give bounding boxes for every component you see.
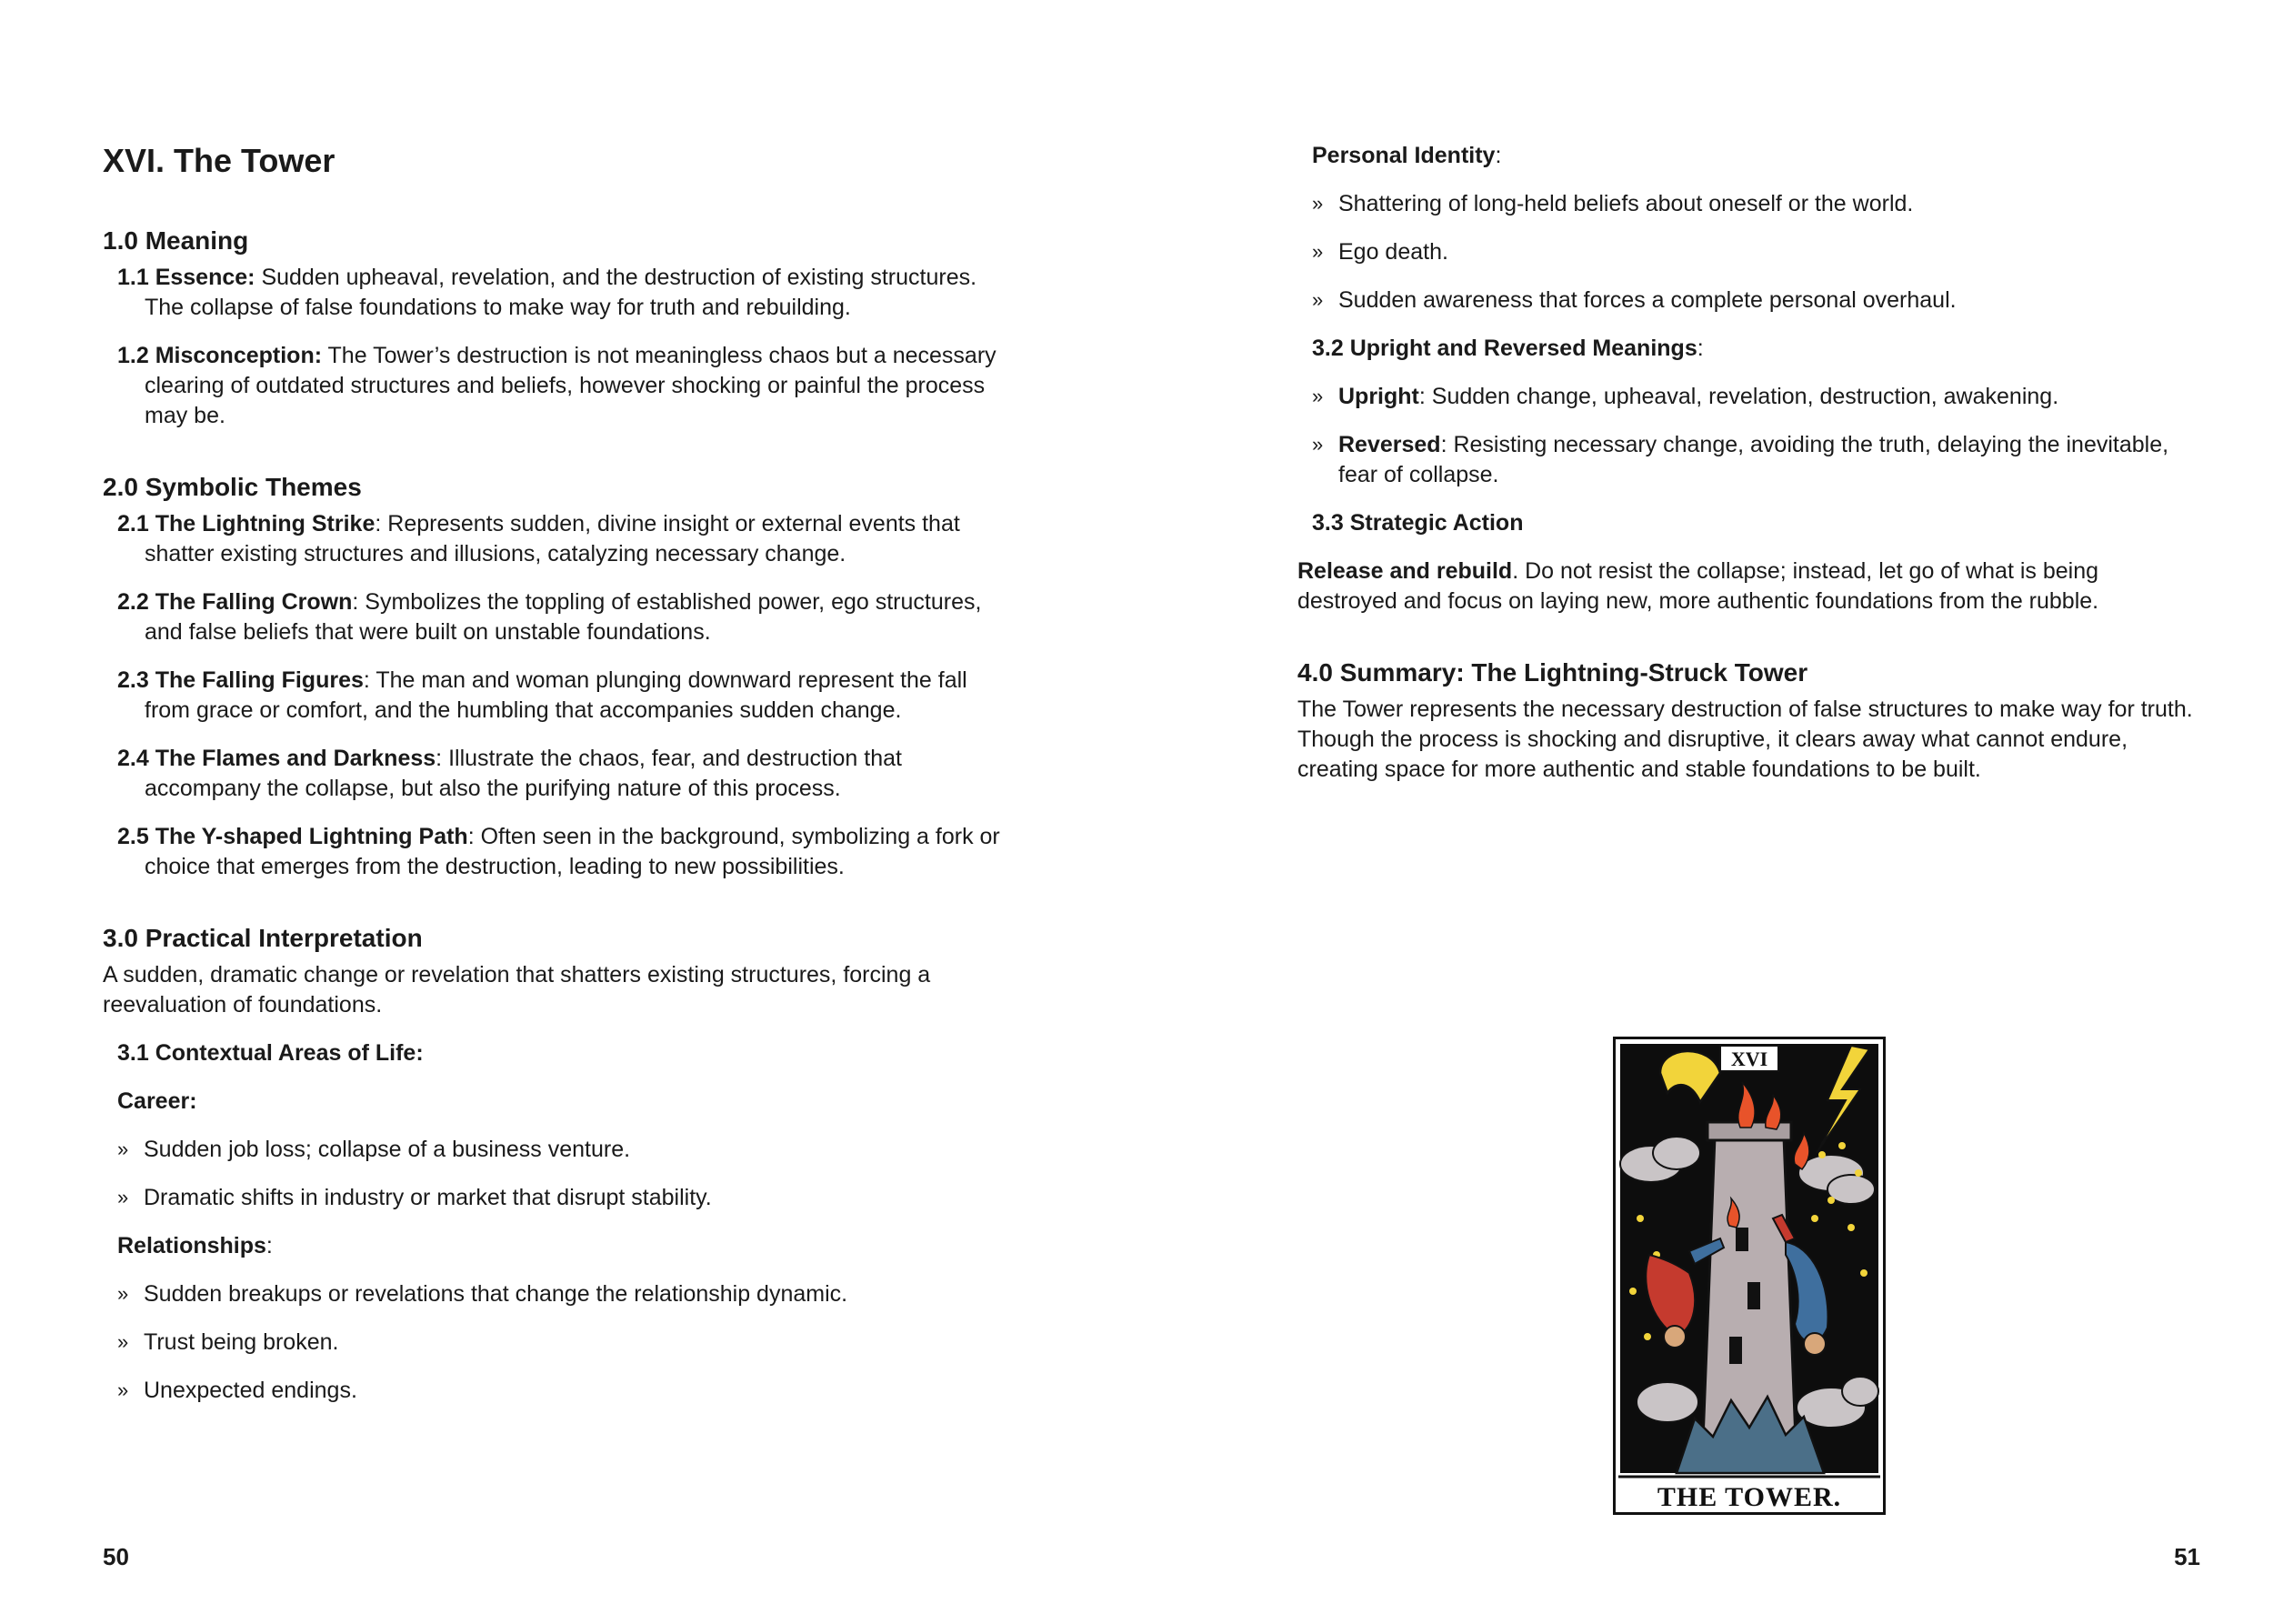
meaning-section bbox=[103, 225, 1012, 431]
page-title: XVI. The Tower bbox=[103, 142, 335, 179]
label-text: Personal Identity bbox=[1312, 143, 1496, 168]
page-number-left: 50 bbox=[103, 1543, 129, 1570]
list-item bbox=[1297, 382, 2198, 412]
label-text: 3.2 Upright and Reversed Meanings bbox=[1312, 336, 1697, 361]
contextual-label: 3.1 Contextual Areas of Life: bbox=[117, 1040, 424, 1066]
label-colon: : bbox=[265, 1233, 273, 1258]
symbolic-item bbox=[103, 666, 1012, 726]
item-text: : Illustrate the chaos, fear, and destruction that accompany the collapse, but also the purifying nature of this process. bbox=[145, 746, 902, 801]
strategic-rest: . Do not resist the collapse; instead, let go of what is being destroyed and focus on laying new, more authentic foundations from the rubble. bbox=[1297, 558, 2099, 614]
item-text: : Represents sudden, divine insight or external events that shatter existing structures and illusions, catalyzing necessary change. bbox=[145, 511, 960, 566]
list-item bbox=[1297, 189, 2198, 219]
relationships-label bbox=[103, 1231, 1012, 1261]
identity-label bbox=[1297, 141, 2198, 171]
strategic-text bbox=[1297, 556, 2198, 617]
symbolic-item bbox=[103, 744, 1012, 804]
list-item-text: Ego death. bbox=[1338, 239, 1448, 265]
strategic-label: 3.3 Strategic Action bbox=[1312, 510, 1524, 536]
summary-heading: 4.0 Summary: The Lightning-Struck Tower bbox=[1297, 658, 1808, 687]
bullet-icon: » bbox=[117, 1378, 129, 1401]
item-text: Sudden upheaval, revelation, and the destruction of existing structures. The collapse of false foundations to make way for truth and rebuilding. bbox=[145, 265, 977, 320]
list-item bbox=[103, 1183, 1012, 1213]
item-text: : Resisting necessary change, avoiding the truth, delaying the inevitable, fear of collapse. bbox=[1338, 432, 2169, 487]
item-label: 2.1 The Lightning Strike bbox=[117, 511, 375, 536]
list-item-text: Trust being broken. bbox=[144, 1329, 339, 1355]
card-caption: THE TOWER. bbox=[1657, 1482, 1842, 1512]
list-item-text: Unexpected endings. bbox=[144, 1378, 357, 1403]
label-text: Relationships bbox=[117, 1233, 266, 1258]
strategic-bold: Release and rebuild bbox=[1297, 558, 1513, 584]
bullet-icon: » bbox=[117, 1138, 129, 1160]
bullet-icon: » bbox=[1312, 385, 1324, 407]
left-column bbox=[103, 141, 1012, 1446]
meanings-label bbox=[1297, 334, 2198, 364]
item-label: Upright bbox=[1338, 384, 1419, 409]
bullet-icon: » bbox=[117, 1186, 129, 1208]
symbolic-heading: 2.0 Symbolic Themes bbox=[103, 473, 362, 501]
list-item bbox=[1297, 286, 2198, 316]
bullet-icon: » bbox=[117, 1282, 129, 1305]
list-item-text: Shattering of long-held beliefs about oneself or the world. bbox=[1338, 191, 1914, 216]
item-label: 1.1 Essence: bbox=[117, 265, 255, 290]
practical-intro: A sudden, dramatic change or revelation that shatters existing structures, forcing a reevaluation of foundations. bbox=[103, 962, 931, 1018]
bullet-icon: » bbox=[1312, 240, 1324, 263]
item-text: : The man and woman plunging downward represent the fall from grace or comfort, and the humbling that accompanies sudden change. bbox=[145, 667, 967, 723]
tower-card-image bbox=[1613, 1037, 1886, 1515]
list-item bbox=[1297, 430, 2198, 490]
tower-card-icon bbox=[1613, 1037, 1886, 1515]
list-item-text: Sudden breakups or revelations that change the relationship dynamic. bbox=[144, 1281, 848, 1307]
card-numeral: XVI bbox=[1730, 1048, 1768, 1070]
page-number-right: 51 bbox=[2174, 1543, 2200, 1570]
item-text: : Sudden change, upheaval, revelation, destruction, awakening. bbox=[1418, 384, 2059, 409]
label-colon: : bbox=[1697, 336, 1704, 361]
summary-text: The Tower represents the necessary destruction of false structures to make way for truth. Though the process is shocking and disruptive, it clears away what cannot endure, creating space for more authentic and stable foundations to be built. bbox=[1297, 697, 2193, 782]
item-text: : Often seen in the background, symbolizing a fork or choice that emerges from the destruction, leading to new possibilities. bbox=[145, 824, 1000, 879]
meaning-heading: 1.0 Meaning bbox=[103, 226, 249, 255]
meaning-item bbox=[103, 341, 1012, 431]
right-column bbox=[1297, 141, 2198, 803]
practical-heading: 3.0 Practical Interpretation bbox=[103, 924, 423, 952]
list-item bbox=[103, 1279, 1012, 1309]
meaning-item bbox=[103, 263, 1012, 323]
symbolic-item bbox=[103, 587, 1012, 647]
item-label: 2.3 The Falling Figures bbox=[117, 667, 364, 693]
item-label: 2.5 The Y-shaped Lightning Path bbox=[117, 824, 468, 849]
item-label: 2.4 The Flames and Darkness bbox=[117, 746, 436, 771]
item-label: Reversed bbox=[1338, 432, 1441, 457]
list-item bbox=[1297, 237, 2198, 267]
list-item-text: Sudden awareness that forces a complete personal overhaul. bbox=[1338, 287, 1957, 313]
item-label: 2.2 The Falling Crown bbox=[117, 589, 353, 615]
left-page bbox=[0, 0, 1136, 1624]
bullet-icon: » bbox=[117, 1330, 129, 1353]
list-item-text: Dramatic shifts in industry or market that disrupt stability. bbox=[144, 1185, 712, 1210]
item-text: The Tower’s destruction is not meaningless chaos but a necessary clearing of outdated structures and beliefs, however shocking or painful the process may be. bbox=[145, 343, 996, 428]
bullet-icon: » bbox=[1312, 433, 1324, 456]
bullet-icon: » bbox=[1312, 192, 1324, 215]
item-label: 1.2 Misconception: bbox=[117, 343, 323, 368]
item-text: : Symbolizes the toppling of established power, ego structures, and false beliefs that were built on unstable foundations. bbox=[145, 589, 982, 645]
list-item-text: Sudden job loss; collapse of a business venture. bbox=[144, 1137, 631, 1162]
symbolic-item bbox=[103, 509, 1012, 569]
practical-section bbox=[103, 922, 1012, 1406]
symbolic-section bbox=[103, 471, 1012, 882]
career-label: Career: bbox=[117, 1088, 197, 1114]
list-item bbox=[103, 1376, 1012, 1406]
label-colon: : bbox=[1495, 143, 1502, 168]
symbolic-item bbox=[103, 822, 1012, 882]
bullet-icon: » bbox=[1312, 288, 1324, 311]
list-item bbox=[103, 1328, 1012, 1358]
list-item bbox=[103, 1135, 1012, 1165]
